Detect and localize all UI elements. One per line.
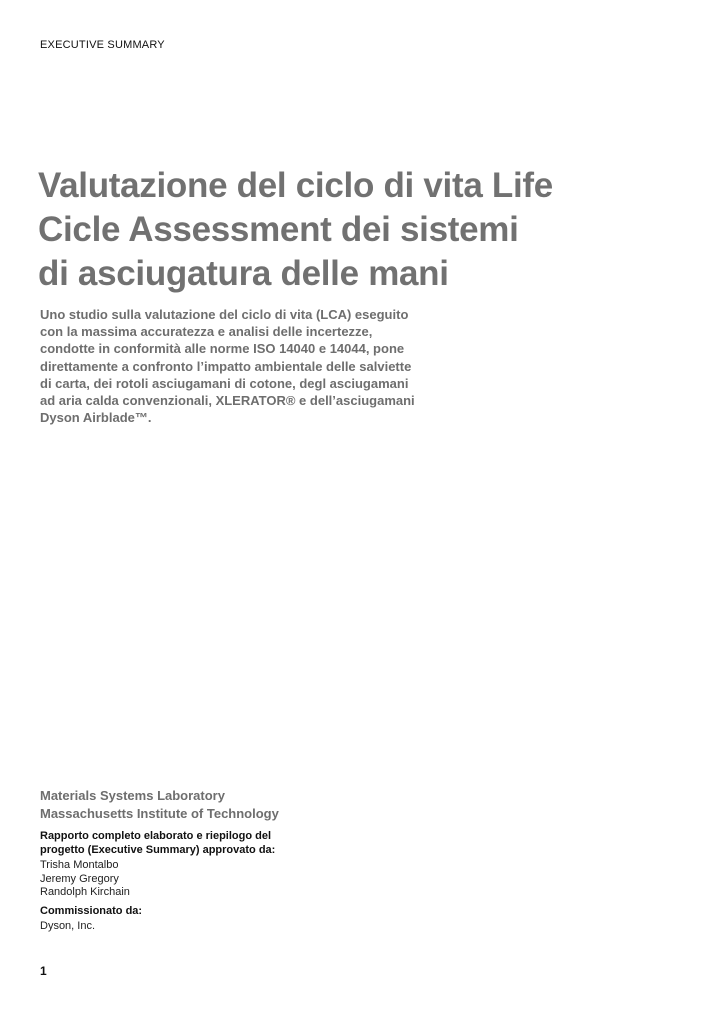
abstract-line: ad aria calda convenzionali, XLERATOR® e dell’asciugamani [40, 393, 415, 409]
page-number: 1 [40, 964, 47, 978]
document-title [38, 164, 598, 296]
commissioned-by: Dyson, Inc. [40, 920, 96, 932]
title-line: Valutazione del ciclo di vita Life [38, 166, 553, 205]
section-label: EXECUTIVE SUMMARY [40, 39, 165, 51]
author-name: Trisha Montalbo [40, 859, 119, 871]
abstract-line: con la massima accuratezza e analisi delle incertezze, [40, 324, 373, 340]
report-heading-line: progetto (Executive Summary) approvato da: [40, 843, 276, 856]
organization-block [40, 787, 279, 823]
abstract-paragraph [40, 306, 460, 426]
abstract-line: Dyson Airblade™. [40, 410, 152, 426]
abstract-line: condotte in conformità alle norme ISO 14040 e 14044, pone [40, 341, 405, 357]
abstract-line: di carta, dei rotoli asciugamani di cotone, degl asciugamani [40, 375, 409, 391]
institute-name: Massachusetts Institute of Technology [40, 806, 279, 821]
lab-name: Materials Systems Laboratory [40, 788, 225, 803]
title-line: di asciugatura delle mani [38, 254, 449, 293]
author-list [40, 859, 130, 900]
author-name: Jeremy Gregory [40, 872, 119, 885]
title-line: Cicle Assessment dei sistemi [38, 210, 519, 249]
abstract-line: Uno studio sulla valutazione del ciclo di vita (LCA) eseguito [40, 307, 409, 322]
report-heading-line: Rapporto completo elaborato e riepilogo del [40, 830, 272, 842]
commissioned-label: Commissionato da: [40, 905, 143, 917]
author-name: Randolph Kirchain [40, 886, 130, 898]
report-heading [40, 830, 275, 857]
abstract-line: direttamente a confronto l’impatto ambientale delle salviette [40, 358, 412, 374]
